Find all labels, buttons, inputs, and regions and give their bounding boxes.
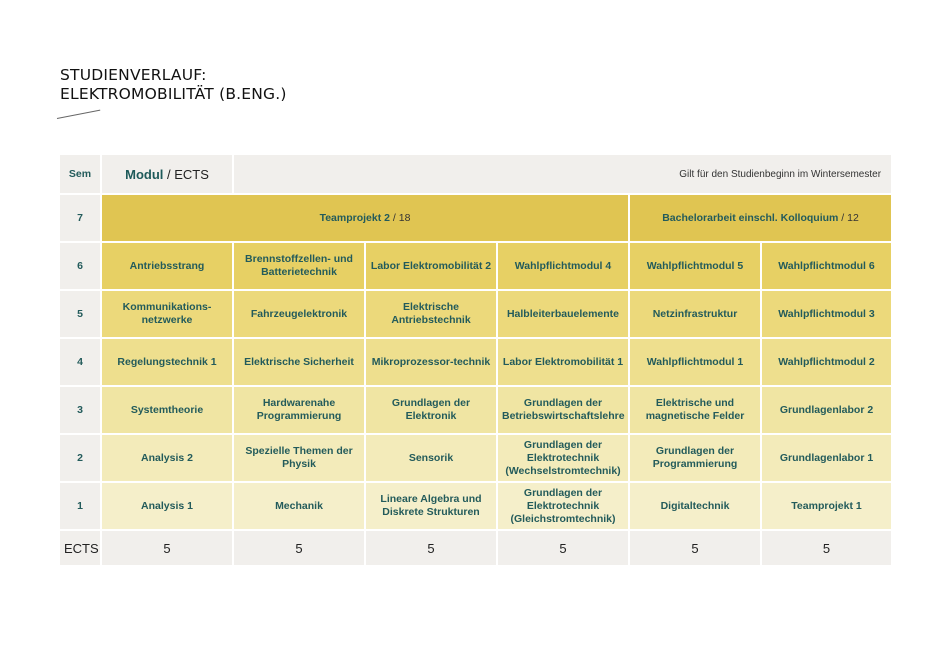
module-cell: Grundlagen der Betriebswirtschaftslehre bbox=[497, 386, 629, 434]
module-cell: Regelungstechnik 1 bbox=[101, 338, 233, 386]
header-sem: Sem bbox=[59, 154, 101, 194]
header-note: Gilt für den Studienbeginn im Wintersemester bbox=[233, 154, 892, 194]
module-cell: Sensorik bbox=[365, 434, 497, 482]
module-cell: Wahlpflichtmodul 6 bbox=[761, 242, 892, 290]
ects-value: 5 bbox=[101, 530, 233, 566]
header-row bbox=[59, 154, 892, 194]
module-cell: Lineare Algebra und Diskrete Strukturen bbox=[365, 482, 497, 530]
module-cell: Digitaltechnik bbox=[629, 482, 761, 530]
header-modul-ects bbox=[101, 154, 233, 194]
header-ects: / ECTS bbox=[163, 166, 209, 182]
title-line-2: ELEKTROMOBILITÄT (B.ENG.) bbox=[60, 85, 287, 103]
module-cell bbox=[629, 194, 892, 242]
module-cell: Labor Elektromobilität 2 bbox=[365, 242, 497, 290]
module-cell: Hardwarenahe Programmierung bbox=[233, 386, 365, 434]
semester-row-7 bbox=[59, 194, 892, 242]
module-name: Teamprojekt 2 bbox=[319, 211, 390, 224]
module-cell: Wahlpflichtmodul 2 bbox=[761, 338, 892, 386]
module-cell: Brennstoffzellen- und Batterietechnik bbox=[233, 242, 365, 290]
semester-row-1 bbox=[59, 482, 892, 530]
module-cell: Fahrzeugelektronik bbox=[233, 290, 365, 338]
module-ects: / 12 bbox=[838, 211, 859, 224]
ects-value: 5 bbox=[497, 530, 629, 566]
title-line-1: STUDIENVERLAUF: bbox=[60, 66, 207, 84]
semester-row-2 bbox=[59, 434, 892, 482]
ects-row bbox=[59, 530, 892, 566]
module-cell: Elektrische und magnetische Felder bbox=[629, 386, 761, 434]
sem-label: 4 bbox=[59, 338, 101, 386]
module-cell: Halbleiterbauelemente bbox=[497, 290, 629, 338]
module-cell: Wahlpflichtmodul 3 bbox=[761, 290, 892, 338]
sem-label: 7 bbox=[59, 194, 101, 242]
ects-value: 5 bbox=[761, 530, 892, 566]
module-cell: Wahlpflichtmodul 1 bbox=[629, 338, 761, 386]
ects-value: 5 bbox=[233, 530, 365, 566]
module-cell: Grundlagen der Programmierung bbox=[629, 434, 761, 482]
module-cell: Kommunikations-netzwerke bbox=[101, 290, 233, 338]
module-cell: Grundlagen der Elektrotechnik (Gleichstromtechnik) bbox=[497, 482, 629, 530]
module-cell: Mechanik bbox=[233, 482, 365, 530]
semester-row-3 bbox=[59, 386, 892, 434]
ects-value: 5 bbox=[365, 530, 497, 566]
module-cell: Mikroprozessor-technik bbox=[365, 338, 497, 386]
module-cell: Netzinfrastruktur bbox=[629, 290, 761, 338]
title-divider bbox=[57, 110, 100, 119]
sem-label: 2 bbox=[59, 434, 101, 482]
semester-row-4 bbox=[59, 338, 892, 386]
curriculum-table bbox=[58, 153, 893, 567]
module-cell: Spezielle Themen der Physik bbox=[233, 434, 365, 482]
module-cell: Grundlagen der Elektronik bbox=[365, 386, 497, 434]
module-cell: Grundlagenlabor 2 bbox=[761, 386, 892, 434]
module-cell: Systemtheorie bbox=[101, 386, 233, 434]
module-cell: Labor Elektromobilität 1 bbox=[497, 338, 629, 386]
module-cell: Elektrische Sicherheit bbox=[233, 338, 365, 386]
module-cell bbox=[101, 194, 629, 242]
ects-value: 5 bbox=[629, 530, 761, 566]
module-cell: Analysis 2 bbox=[101, 434, 233, 482]
ects-label: ECTS bbox=[59, 530, 101, 566]
module-name: Bachelorarbeit einschl. Kolloquium bbox=[662, 211, 839, 224]
module-cell: Grundlagen der Elektrotechnik (Wechselstromtechnik) bbox=[497, 434, 629, 482]
semester-row-5 bbox=[59, 290, 892, 338]
module-cell: Elektrische Antriebstechnik bbox=[365, 290, 497, 338]
module-cell: Wahlpflichtmodul 4 bbox=[497, 242, 629, 290]
page-title bbox=[60, 66, 287, 104]
sem-label: 5 bbox=[59, 290, 101, 338]
module-cell: Grundlagenlabor 1 bbox=[761, 434, 892, 482]
module-cell: Wahlpflichtmodul 5 bbox=[629, 242, 761, 290]
module-ects: / 18 bbox=[389, 211, 411, 224]
module-cell: Analysis 1 bbox=[101, 482, 233, 530]
sem-label: 1 bbox=[59, 482, 101, 530]
module-cell: Antriebsstrang bbox=[101, 242, 233, 290]
header-modul: Modul bbox=[125, 166, 164, 182]
semester-row-6 bbox=[59, 242, 892, 290]
sem-label: 3 bbox=[59, 386, 101, 434]
module-cell: Teamprojekt 1 bbox=[761, 482, 892, 530]
sem-label: 6 bbox=[59, 242, 101, 290]
